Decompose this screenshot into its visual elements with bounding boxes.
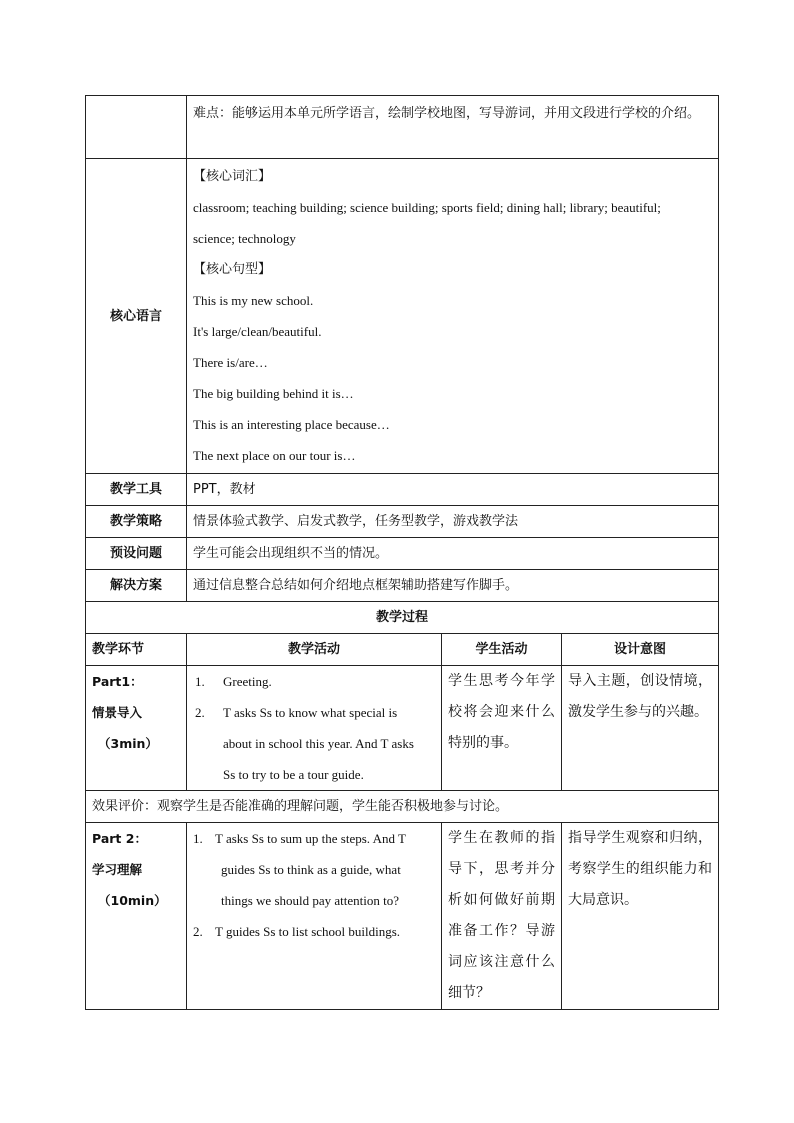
stage-name: 情景导入 [92, 705, 143, 720]
core-language-label: 核心语言 [86, 159, 187, 474]
core-language-row [86, 159, 719, 474]
part1-student-activity: 学生思考今年学校将会迎来什么特别的事。 [442, 666, 562, 791]
activity-item: 2. T guides Ss to list school buildings. [193, 924, 401, 939]
part2-activities [187, 823, 442, 1010]
sentence-pattern: The next place on our tour is… [193, 448, 356, 463]
sentence-pattern: It's large/clean/beautiful. [193, 324, 322, 339]
problem-value: 学生可能会出现组织不当的情况。 [187, 538, 719, 570]
part1-activities [187, 666, 442, 791]
sentence-pattern: The big building behind it is… [193, 386, 354, 401]
header-stage: 教学环节 [86, 634, 187, 666]
activity-item: 2. T asks Ss to know what special is [195, 705, 398, 720]
problem-label: 预设问题 [86, 538, 187, 570]
activity-line: Ss to try to be a tour guide. [223, 767, 364, 782]
header-activity: 教学活动 [187, 634, 442, 666]
evaluation-row [86, 791, 719, 823]
lesson-plan-table [85, 95, 719, 1010]
stage-title: Part1： [92, 674, 143, 689]
part2-row [86, 823, 719, 1010]
process-header-row [86, 634, 719, 666]
stage-duration: （10min） [98, 893, 167, 908]
header-intent: 设计意图 [562, 634, 719, 666]
activity-item: 1. Greeting. [195, 674, 272, 689]
activity-item: 1. T asks Ss to sum up the steps. And T [193, 831, 406, 846]
part2-intent: 指导学生观察和归纳，考察学生的组织能力和大局意识。 [562, 823, 719, 1010]
process-title: 教学过程 [86, 602, 719, 634]
process-title-row [86, 602, 719, 634]
stage-name: 学习理解 [92, 862, 143, 877]
part1-stage [86, 666, 187, 791]
sentence-pattern: There is/are… [193, 355, 268, 370]
vocab-line: science; technology [193, 231, 296, 246]
part2-stage [86, 823, 187, 1010]
activity-line: about in school this year. And T asks [223, 736, 414, 751]
solution-value: 通过信息整合总结如何介绍地点框架辅助搭建写作脚手。 [187, 570, 719, 602]
strategy-value: 情景体验式教学、启发式教学，任务型教学，游戏教学法 [187, 506, 719, 538]
strategy-row [86, 506, 719, 538]
tools-row [86, 474, 719, 506]
solution-row [86, 570, 719, 602]
sentence-header: 【核心句型】 [193, 262, 272, 277]
part2-student-activity: 学生在教师的指导下，思考并分析如何做好前期准备工作？导游词应该注意什么细节？ [442, 823, 562, 1010]
solution-label: 解决方案 [86, 570, 187, 602]
difficulty-row [86, 96, 719, 159]
evaluation-text: 效果评价：观察学生是否能准确的理解问题，学生能否积极地参与讨论。 [86, 791, 719, 823]
part1-intent: 导入主题，创设情境，激发学生参与的兴趣。 [562, 666, 719, 791]
tools-label: 教学工具 [86, 474, 187, 506]
tools-value: PPT，教材 [187, 474, 719, 506]
difficulty-label-cell [86, 96, 187, 159]
part1-row [86, 666, 719, 791]
sentence-pattern: This is an interesting place because… [193, 417, 390, 432]
problem-row [86, 538, 719, 570]
strategy-label: 教学策略 [86, 506, 187, 538]
stage-duration: （3min） [98, 736, 158, 751]
activity-line: guides Ss to think as a guide, what [221, 862, 401, 877]
core-language-content [187, 159, 719, 474]
activity-line: things we should pay attention to? [221, 893, 400, 908]
vocab-header: 【核心词汇】 [193, 169, 272, 184]
header-student: 学生活动 [442, 634, 562, 666]
sentence-pattern: This is my new school. [193, 293, 314, 308]
difficulty-text: 难点：能够运用本单元所学语言，绘制学校地图，写导游词，并用文段进行学校的介绍。 [187, 96, 719, 159]
stage-title: Part 2： [92, 831, 147, 846]
vocab-line: classroom; teaching building; science building; sports field; dining hall; library; beautiful; [193, 200, 661, 215]
